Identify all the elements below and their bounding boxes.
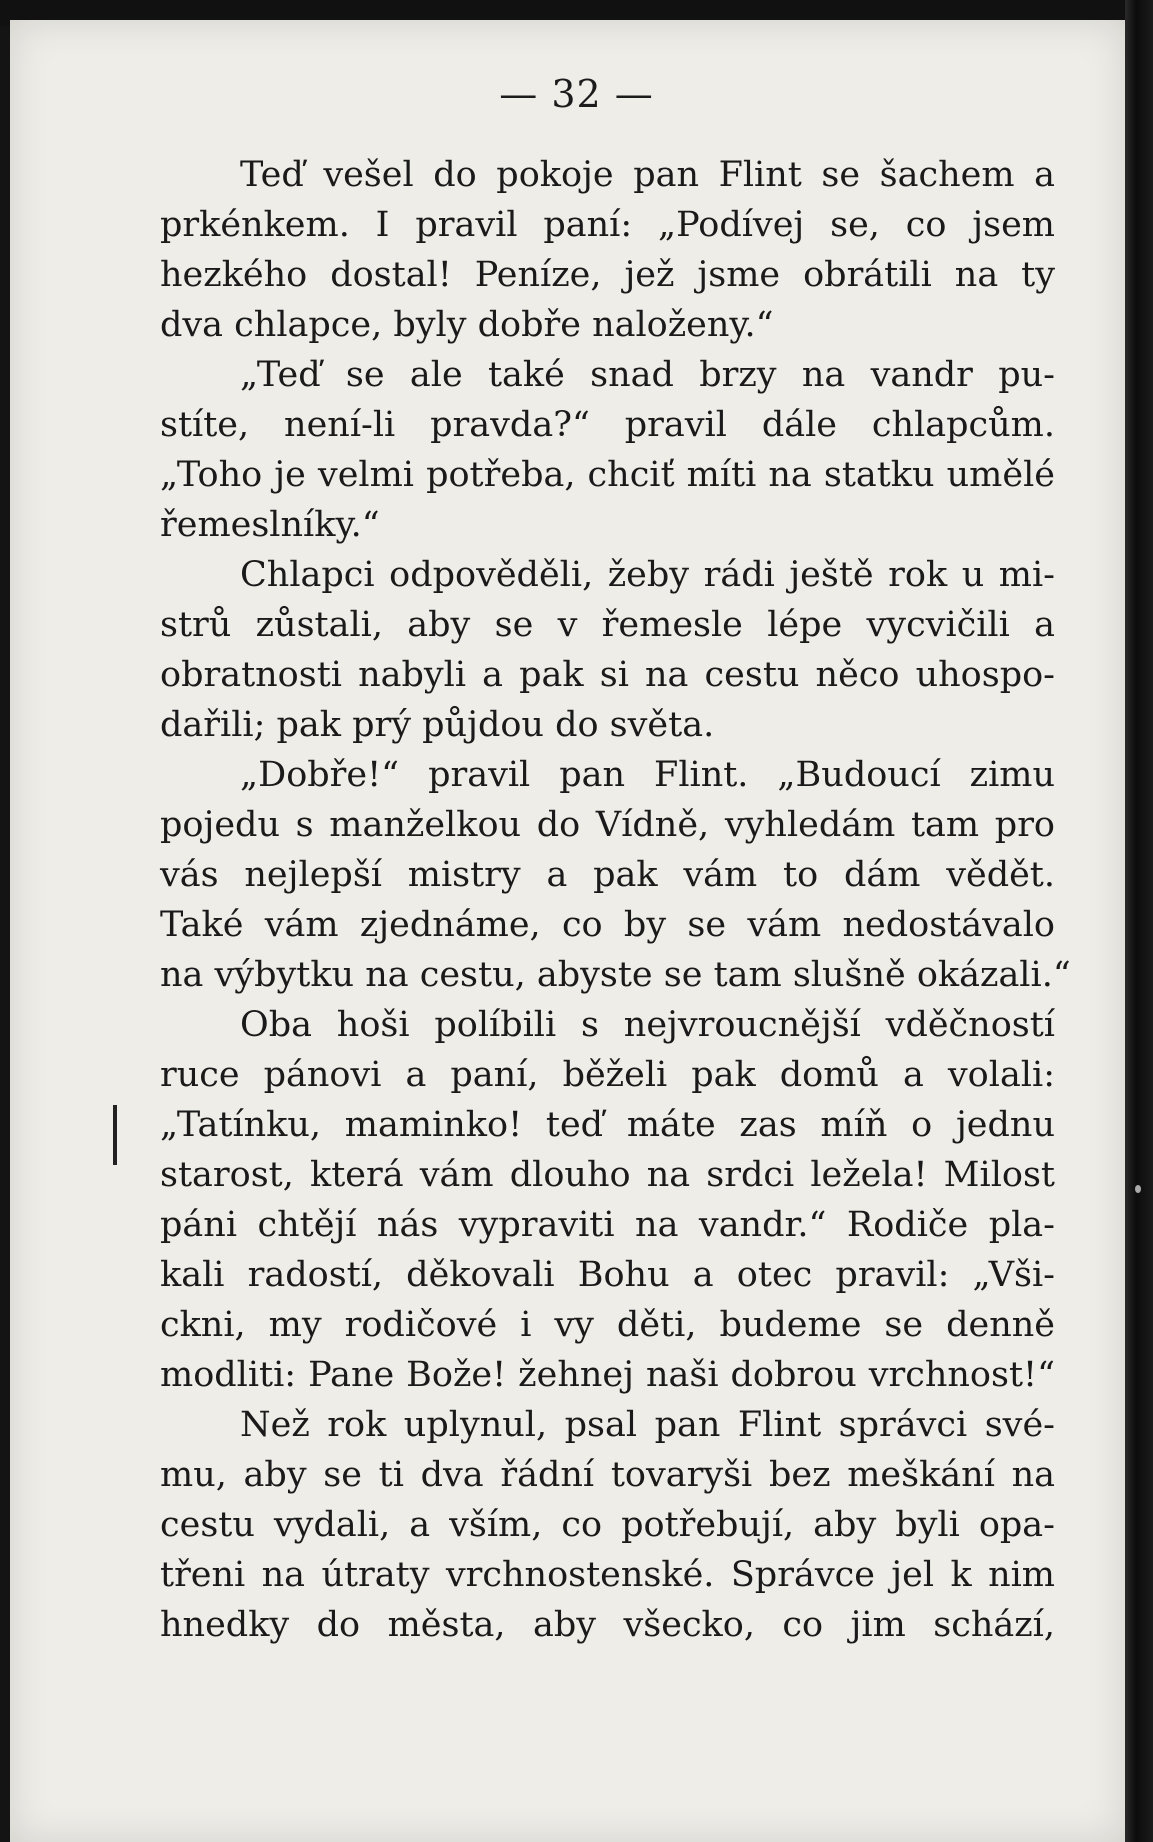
text-line: stíte, není-li pravda?“ pravil dále chlapcům. xyxy=(160,405,1055,445)
text-line: Také vám zjednáme, co by se vám nedostávalo xyxy=(160,905,1055,945)
text-line: páni chtějí nás vypraviti na vandr.“ Rodiče pla- xyxy=(160,1205,1055,1245)
text-line: modliti: Pane Bože! žehnej naši dobrou vrchnost!“ xyxy=(160,1355,1055,1395)
text-line: starost, která vám dlouho na srdci ležela! Milost xyxy=(160,1155,1055,1195)
text-line: Než rok uplynul, psal pan Flint správci své- xyxy=(240,1405,1055,1445)
scan-border-right xyxy=(1125,0,1153,1842)
text-line: obratnosti nabyli a pak si na cestu něco uhospo- xyxy=(160,655,1055,695)
text-line: vás nejlepší mistry a pak vám to dám vědět. xyxy=(160,855,1055,895)
text-line: „Tatínku, maminko! teď máte zas míň o jednu xyxy=(160,1105,1055,1145)
text-line: Teď vešel do pokoje pan Flint se šachem a xyxy=(240,155,1055,195)
text-line: na výbytku na cestu, abyste se tam slušně okázali.“ xyxy=(160,955,1071,995)
text-line: dařili; pak prý půjdou do světa. xyxy=(160,705,715,745)
text-line: dva chlapce, byly dobře naloženy.“ xyxy=(160,305,774,345)
text-line: „Dobře!“ pravil pan Flint. „Budoucí zimu xyxy=(240,755,1055,795)
text-line: mu, aby se ti dva řádní tovaryši bez meškání na xyxy=(160,1455,1055,1495)
text-line: Chlapci odpověděli, žeby rádi ještě rok u mi- xyxy=(240,555,1055,595)
paper-spot xyxy=(1135,1185,1141,1193)
text-line: strů zůstali, aby se v řemesle lépe vycvičili a xyxy=(160,605,1055,645)
text-line: cestu vydali, a vším, co potřebují, aby byli opa- xyxy=(160,1505,1055,1545)
text-line: kali radostí, děkovali Bohu a otec pravil: „Vši- xyxy=(160,1255,1055,1295)
text-line: hnedky do města, aby všecko, co jim schází, xyxy=(160,1605,1055,1645)
text-line: pojedu s manželkou do Vídně, vyhledám tam pro xyxy=(160,805,1055,845)
text-line: prkénkem. I pravil paní: „Podívej se, co jsem xyxy=(160,205,1055,245)
text-line: ckni, my rodičové i vy děti, budeme se denně xyxy=(160,1305,1055,1345)
margin-mark xyxy=(113,1105,117,1165)
text-line: řemeslníky.“ xyxy=(160,505,380,545)
page-number: — 32 — xyxy=(499,72,654,116)
text-line: „Teď se ale také snad brzy na vandr pu- xyxy=(240,355,1055,395)
page-text xyxy=(160,150,1071,1650)
text-line: hezkého dostal! Peníze, jež jsme obrátili na ty xyxy=(160,255,1055,295)
text-line: ruce pánovi a paní, běželi pak domů a volali: xyxy=(160,1055,1055,1095)
text-line: Oba hoši políbili s nejvroucnější vděčností xyxy=(240,1005,1055,1045)
text-line: třeni na útraty vrchnostenské. Správce jel k nim xyxy=(160,1555,1055,1595)
text-line: „Toho je velmi potřeba, chciť míti na statku umělé xyxy=(160,455,1055,495)
